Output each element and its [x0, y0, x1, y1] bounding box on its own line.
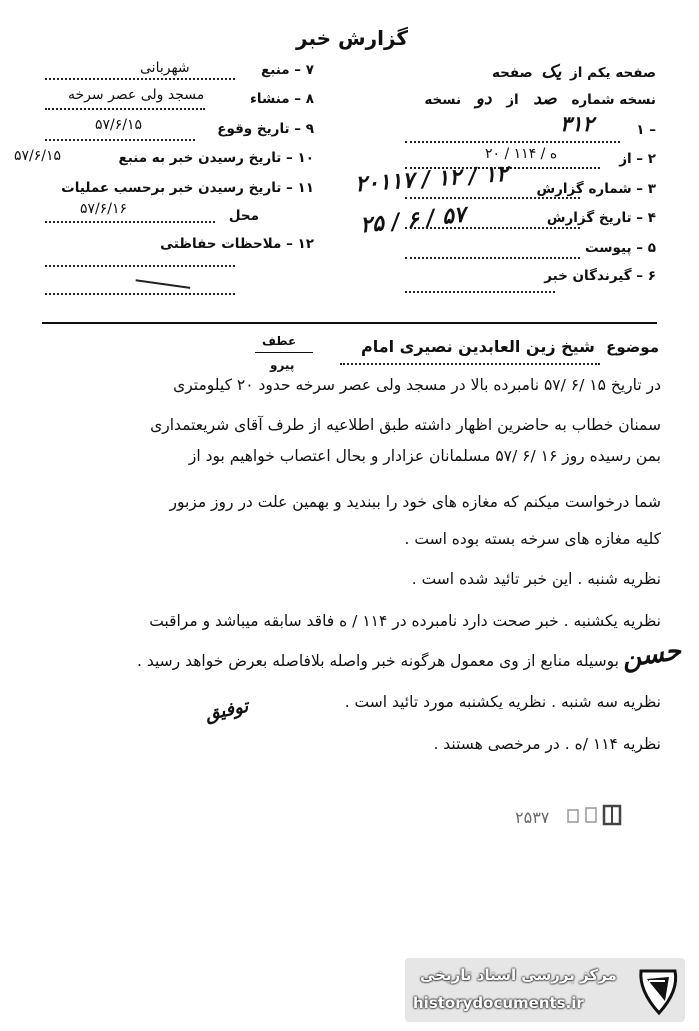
field-5-line [405, 257, 580, 259]
field-7-label: ۷ – منبع [260, 62, 314, 78]
field-11-label: ۱۱ – تاریخ رسیدن خبر برحسب عملیات [61, 180, 314, 196]
page-label: صفحه یکم از [570, 65, 656, 81]
body-line-9: نظریه سه شنبه . نظریه یکشنبه مورد تائید است . [344, 693, 661, 711]
body-line-3: بمن رسیده روز ۱۶ /۶ /۵۷ مسلمانان عزادار و بحال اعتصاب خواهیم بود از [188, 447, 661, 465]
field-6-line [405, 291, 555, 293]
body-line-10: نظریه ۱۱۴ /ه . در مرخصی هستند . [433, 735, 661, 753]
body-line-5: کلیه مغازه های سرخه بسته بوده است . [404, 530, 661, 548]
copy-label-3: نسخه [424, 92, 462, 108]
field-1-label: ۱ – [636, 122, 656, 138]
field-2-label: ۲ – از [619, 151, 656, 167]
subject-value: شیخ زین العابدین نصیری امام [360, 337, 595, 356]
footer-org-name: مرکز بررسی اسناد تاریخی [420, 966, 617, 984]
page-title: گزارش خبر [296, 26, 409, 50]
subject-line [340, 363, 600, 365]
field-8-value: مسجد ولی عصر سرخه [68, 87, 205, 103]
copy-label-2: از [506, 92, 519, 108]
subject-field [361, 337, 659, 356]
field-5-label: ۵ – پیوست [584, 240, 656, 256]
body-line-1: در تاریخ ۱۵ /۶ /۵۷ نامبرده بالا در مسجد ولی عصر سرخه حدود ۲۰ کیلومتری [173, 376, 661, 394]
copy-number-field [424, 89, 656, 109]
peyro-label: پیرو [270, 358, 295, 372]
copy-value: صد [533, 89, 557, 109]
signature-1: حسن [620, 636, 683, 674]
field-10-label: ۱۰ – تاریخ رسیدن خبر به منبع [118, 150, 314, 166]
archive-stamp-number: ۲۵۳۷ [515, 808, 550, 827]
archive-stamp-marks [566, 800, 646, 830]
body-line-7: نظریه یکشنبه . خبر صحت دارد نامبرده در ۱۱۴ / ه فاقد سابقه میباشد و مراقبت [149, 612, 661, 630]
field-7-value: شهربانی [140, 60, 190, 76]
signature-2: توفیق [203, 695, 251, 726]
page-value: یک [541, 62, 562, 82]
subject-label: موضوع [606, 338, 659, 356]
field-3-label: ۳ – شماره گزارش [536, 181, 656, 197]
field-4-label: ۴ – تاریخ گزارش [546, 210, 656, 226]
location-label: محل [228, 208, 259, 224]
field-2-value: ۲۰ / ۱۱۴ / ه [485, 146, 558, 162]
footer-url: historydocuments.ir [413, 994, 584, 1012]
field-10-value: ۵۷/۶/۱۵ [14, 148, 62, 164]
field-9-line [45, 139, 195, 141]
field-1-line [405, 141, 620, 143]
body-line-4: شما درخواست میکنم که مغازه های خود را ببندید و بهمین علت در روز مزبور [169, 493, 661, 511]
field-1-value: ۳۱۲ [560, 111, 594, 136]
body-line-8: بوسیله منابع از وی معمول هرگونه خبر واصله بلافاصله بعرض خواهد رسید . [137, 652, 619, 670]
field-3-line [405, 197, 580, 199]
field-12-line-2 [45, 293, 235, 295]
field-7-line [45, 78, 235, 80]
field-12-line-1 [45, 265, 235, 267]
page-number-field [492, 62, 656, 82]
copy-label: نسخه شماره [571, 92, 656, 108]
field-4-value: ۲۵ / ۶ / ۵۷ [358, 201, 467, 239]
body-line-6: نظریه شنبه . این خبر تائید شده است . [411, 570, 661, 588]
field-8-line [45, 108, 205, 110]
field-12-label: ۱۲ – ملاحظات حفاظتی [160, 236, 314, 252]
field-3-value: ۲۰۱۱۷ / ۱۲ / ۱۲ [354, 160, 509, 198]
header-separator [42, 322, 657, 324]
field-6-label: ۶ – گیرندگان خبر [544, 268, 656, 284]
copy-value-2: دو [475, 89, 492, 109]
field-8-label: ۸ – منشاء [250, 91, 314, 107]
atf-rule [255, 352, 313, 353]
field-9-label: ۹ – تاریخ وقوع [217, 121, 314, 137]
field-9-value: ۵۷/۶/۱۵ [95, 117, 143, 133]
location-value: ۵۷/۶/۱۶ [80, 201, 128, 217]
archive-logo-icon [635, 965, 683, 1017]
body-line-2: سمنان خطاب به حاضرین اظهار داشته طبق اطلاعیه از طرف آقای شریعتمداری [150, 416, 661, 434]
page-label-2: صفحه [491, 65, 533, 81]
location-line [45, 221, 215, 223]
atf-label: عطف [262, 334, 297, 348]
